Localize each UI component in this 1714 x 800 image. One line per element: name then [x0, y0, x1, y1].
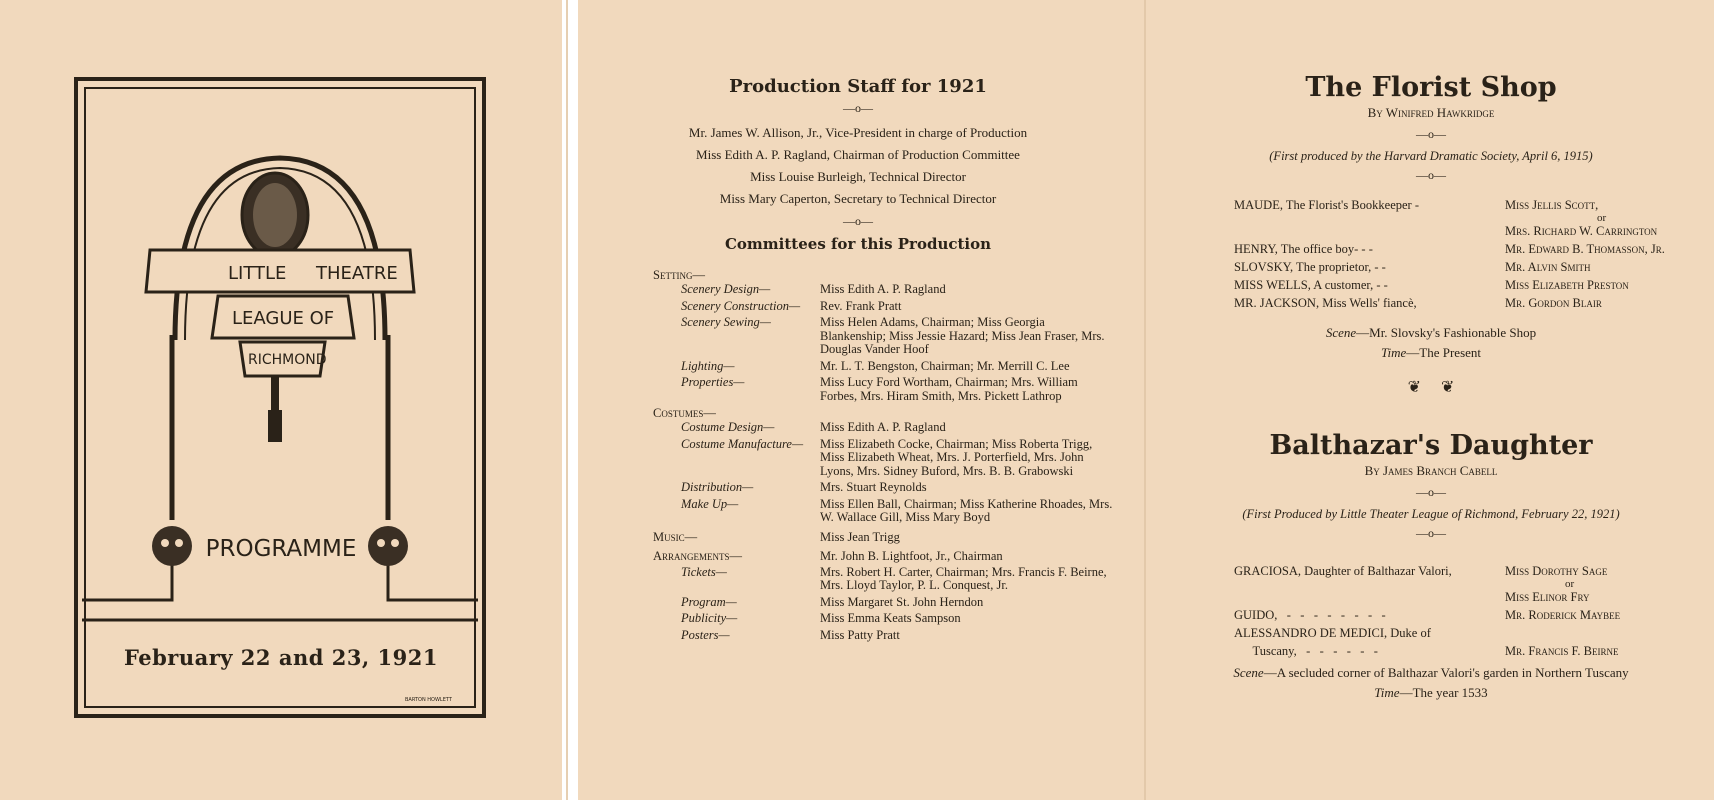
ornament: ❦ ❦ [1407, 379, 1455, 396]
play2-author: By James Branch Cabell [1364, 463, 1498, 478]
play2-time: Time—The year 1533 [1374, 685, 1488, 700]
cast-actor: Miss Elizabeth Preston [1505, 278, 1629, 292]
cast-actor: Miss Jellis Scott, [1505, 198, 1599, 212]
logo-top-left: LITTLE [228, 263, 287, 284]
play2-cast [1234, 564, 1704, 660]
committee-value: Miss Margaret St. John Herndon [820, 594, 984, 609]
group-label: Setting— [653, 268, 705, 282]
play1-note: (First produced by the Harvard Dramatic Society, April 6, 1915) [1269, 149, 1593, 163]
programme-inside [578, 0, 1714, 800]
cast-actor: Mr. Edward B. Thomasson, Jr. [1505, 242, 1665, 256]
committee-label: Lighting— [681, 358, 735, 373]
committee-label: Distribution— [681, 480, 754, 494]
logo-middle: LEAGUE OF [232, 308, 335, 329]
committee-value: Miss Patty Pratt [820, 627, 900, 642]
staff-member: Miss Mary Caperton, Secretary to Technical Director [719, 191, 997, 206]
committee-label: Tickets— [681, 564, 727, 579]
cast-actor: Mr. Alvin Smith [1505, 260, 1591, 274]
cast-role: HENRY, The office boy- - - [1234, 242, 1373, 256]
committee-value: Miss Elizabeth Cocke, Chairman; Miss Roberta Trigg, Miss Elizabeth Wheat, Mrs. J. Porterfield, Mrs. John Lyons, Mrs. Sidney Buford, Mrs. B. B. Grabowski [820, 436, 1093, 478]
divider: —o— [843, 214, 873, 228]
divider: —o— [1416, 526, 1446, 540]
committee-value: Miss Emma Keats Sampson [820, 611, 961, 625]
cast-role: MISS WELLS, A customer, - - [1234, 278, 1388, 292]
cover-emblem [0, 0, 562, 800]
cast-actor: Mr. Roderick Maybee [1505, 608, 1621, 622]
committee-label: Costume Design— [681, 420, 775, 434]
music-label: Music— [653, 529, 698, 544]
committee-value: Mrs. Robert H. Carter, Chairman; Mrs. Francis F. Beirne, Mrs. Lloyd Taylor, P. L. Conquest, Jr. [820, 564, 1107, 592]
committee-value: Miss Helen Adams, Chairman; Miss Georgia Blankenship; Miss Jessie Hazard; Miss Jean Fraser, Mrs. Douglas Vander Hoof [820, 315, 1105, 356]
committee-label: Make Up— [681, 496, 739, 511]
divider: —o— [1416, 485, 1446, 499]
play2-scene: Scene—A secluded corner of Balthazar Valori's garden in Northern Tuscany [1233, 665, 1629, 680]
committee-value: Rev. Frank Pratt [820, 298, 902, 313]
artist-signature: BARTON HOWLETT [405, 697, 452, 703]
cast-role: Tuscany, - - - - - - [1234, 644, 1378, 658]
staff-heading: Production Staff for 1921 [729, 76, 987, 97]
committee-label: Properties— [681, 375, 745, 389]
center-fold [1144, 0, 1146, 800]
music-value: Miss Jean Trigg [820, 529, 900, 544]
play1-author: By Winifred Hawkridge [1367, 105, 1495, 120]
cast-actor: Miss Dorothy Sage [1505, 564, 1608, 578]
cover-title: PROGRAMME [205, 536, 357, 562]
group-label: Costumes— [653, 406, 716, 420]
cast-or: or [1597, 212, 1607, 224]
divider: —o— [843, 101, 873, 115]
arrangements-label: Arrangements— [653, 549, 743, 563]
programme-cover [0, 0, 562, 800]
arrangements-value: Mr. John B. Lightfoot, Jr., Chairman [820, 549, 1003, 563]
committee-label: Scenery Design— [681, 282, 771, 296]
committee-label: Costume Manufacture— [681, 436, 804, 451]
committee-value: Miss Edith A. P. Ragland [820, 420, 946, 434]
cast-actor: Mr. Gordon Blair [1505, 296, 1602, 310]
page-gap [566, 0, 568, 800]
committee-value: Miss Edith A. P. Ragland [820, 282, 946, 296]
committee-value: Mrs. Stuart Reynolds [820, 480, 927, 494]
cast-actor: Miss Elinor Fry [1505, 590, 1590, 604]
play1-time: Time—The Present [1380, 345, 1482, 360]
committee-value: Miss Lucy Ford Wortham, Chairman; Mrs. William Forbes, Mrs. Hiram Smith, Mrs. Pickett Lathrop [820, 375, 1078, 403]
committee-label: Program— [681, 594, 737, 609]
logo-top-right: THEATRE [316, 263, 398, 284]
cast-role: MAUDE, The Florist's Bookkeeper - [1234, 198, 1419, 212]
cast-role: ALESSANDRO DE MEDICI, Duke of [1234, 626, 1431, 640]
committees-heading: Committees for this Production [724, 235, 992, 253]
committee-label: Scenery Construction— [681, 298, 801, 313]
play1-title: The Florist Shop [1305, 72, 1557, 103]
cast-or: or [1565, 578, 1575, 590]
logo-bottom: RICHMOND [248, 352, 327, 368]
divider: —o— [1416, 168, 1446, 182]
cover-date: February 22 and 23, 1921 [123, 645, 439, 670]
staff-member: Miss Louise Burleigh, Technical Director [750, 169, 966, 184]
play1-scene: Scene—Mr. Slovsky's Fashionable Shop [1325, 325, 1537, 340]
committee-value: Mr. L. T. Bengston, Chairman; Mr. Merrill C. Lee [820, 358, 1070, 373]
cast-actor: Mrs. Richard W. Carrington [1505, 224, 1658, 238]
committee-label: Publicity— [681, 611, 738, 625]
committee-label: Posters— [681, 627, 730, 642]
play2-note: (First Produced by Little Theater League of Richmond, February 22, 1921) [1242, 507, 1620, 521]
staff-member: Mr. James W. Allison, Jr., Vice-President in charge of Production [688, 125, 1028, 140]
committees-list [653, 268, 1133, 645]
committee-value: Miss Ellen Ball, Chairman; Miss Katherine Rhoades, Mrs. W. Wallace Gill, Miss Mary Boyd [820, 496, 1113, 524]
cast-role: GRACIOSA, Daughter of Balthazar Valori, [1234, 564, 1452, 578]
play2-title: Balthazar's Daughter [1269, 430, 1593, 461]
cast-role: SLOVSKY, The proprietor, - - [1234, 260, 1386, 274]
play1-cast [1234, 198, 1704, 312]
cast-role: GUIDO, - - - - - - - - [1234, 608, 1386, 622]
committee-label: Scenery Sewing— [681, 315, 771, 329]
staff-member: Miss Edith A. P. Ragland, Chairman of Production Committee [696, 147, 1020, 162]
cast-role: MR. JACKSON, Miss Wells' fiancè, [1234, 296, 1417, 310]
cast-actor: Mr. Francis F. Beirne [1505, 644, 1619, 658]
divider: —o— [1416, 127, 1446, 141]
